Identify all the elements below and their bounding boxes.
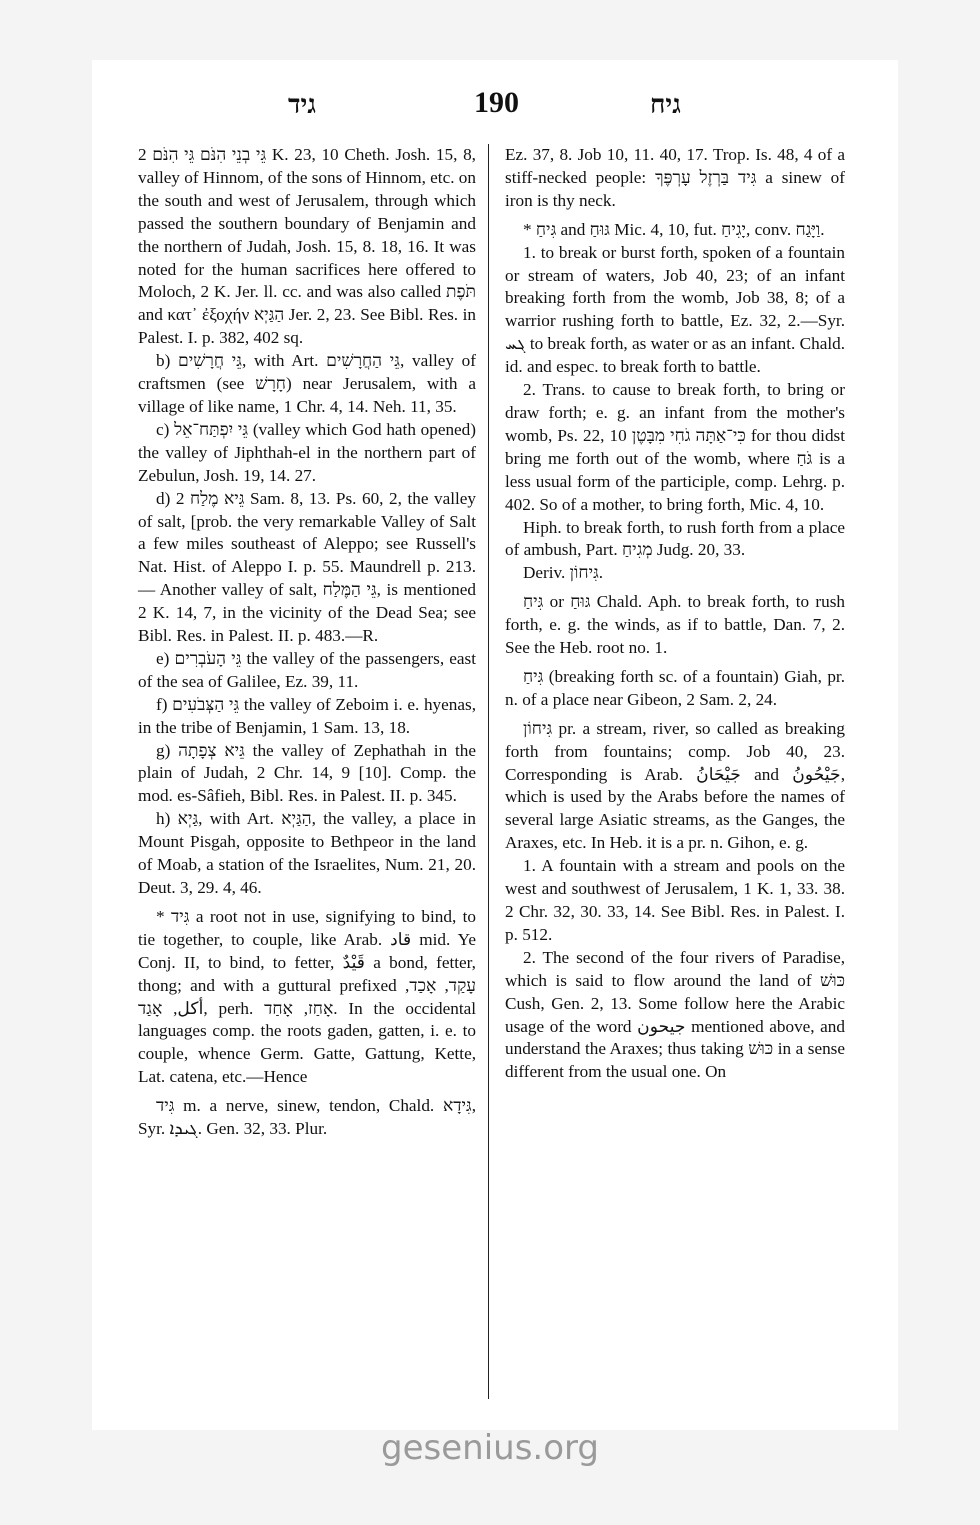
entry-paragraph: גִּיחַ or גּוּחַ Chald. Aph. to break forth, to rush forth, e. g. the winds, as if to battle, Dan. 7, 2. See the Heb. root no. 1. <box>505 592 845 658</box>
page-number: 190 <box>474 86 519 119</box>
entry-paragraph: Ez. 37, 8. Job 10, 11. 40, 17. Trop. Is. 48, 4 of a stiff-necked people: גִּיד בַּרְזֶל עָרְפֶּךָ a sinew of iron is thy neck. <box>505 145 845 210</box>
entry-paragraph: Hiph. to break forth, to rush forth from a place of ambush, Part. מְגִיחַ Judg. 20, 33. <box>505 517 845 560</box>
entry-paragraph: h) גַּיְא, with Art. הַגַּיְא, the valley, a place in Mount Pisgah, opposite to Bethpeor in the land of Moab, a station of the Israelites, Num. 21, 20. Deut. 3, 29. 4, 46. <box>138 809 476 897</box>
entry-paragraph: g) גֵּיא צְפָתָה the valley of Zephathah in the plain of Judah, 2 Chr. 14, 9 [10]. Comp. the mod. es-Sâfieh, Bibl. Res. in Palest. II. p. 345. <box>138 740 476 806</box>
site-watermark: gesenius.org <box>381 1428 599 1468</box>
dictionary-page <box>92 60 898 1430</box>
left-column <box>138 144 476 1141</box>
right-column <box>505 144 845 1084</box>
entry-paragraph: c) גֵּי יִפְתַּח־אֵל (valley which God hath opened) the valley of Jiphthah-el in the northern part of Zebulun, Josh. 19, 14. 27. <box>138 419 476 485</box>
entry-paragraph: 2. The second of the four rivers of Paradise, which is said to flow around the land of כּוּשׁ Cush, Gen. 2, 13. Some follow here the Arabic usage of the word جيحون mentioned above, and understand the Araxes; thus taking כּוּשׁ in a sense different from the usual one. On <box>505 947 845 1082</box>
entry-paragraph: 2. Trans. to cause to break forth, to bring or draw forth; e. g. an infant from the mother's womb, Ps. 22, 10 כִּי־אַתָּה גֹחִי מִבָּטֶן for thou didst bring me forth out of the womb, where גֹּחַ is a less usual form of the participle, comp. Lehrg. p. 402. So of a mother, to bring forth, Mic. 4, 10. <box>505 380 846 514</box>
entry-paragraph: 1. A fountain with a stream and pools on the west and southwest of Jerusalem, 1 K. 1, 33. 38. 2 Chr. 32, 30. 33, 14. See Bibl. Res. in Palest. I. p. 512. <box>505 856 845 944</box>
entry-paragraph: * גִּיחַ and גּוּחַ Mic. 4, 10, fut. יָגִיחַ, conv. וַיָּגַח. <box>523 219 825 239</box>
entry-paragraph: f) גֵּי הַצְּבֹעִים the valley of Zeboim i. e. hyenas, in the tribe of Benjamin, 1 Sam. 13, 18. <box>138 694 476 737</box>
entry-paragraph: * גִּיד a root not in use, signifying to bind, to tie together, to couple, like Arab. قاد mid. Ye Conj. II, to bind, to fetter, قَيْدٌ a bond, fetter, thong; and with a guttural prefixed עָקַד, אָכַד, أكل, אָגַד, perh. אָחַז, אָחַד. In the occidental languages comp. the roots gaden, gatten, i. e. to couple, whence Germ. Gatte, Gattung, Kette, Lat. catena, etc.—Hence <box>138 906 477 1087</box>
entry-paragraph: b) גֵּי חֲרָשִׁים, with Art. גֵּי הַחֲרָשִׁים, valley of craftsmen (see חָרָשׁ) near Jerusalem, with a village of like name, 1 Chr. 4, 14. Neh. 11, 35. <box>138 351 476 416</box>
entry-paragraph: גִּיחוֹן pr. a stream, river, so called as breaking forth from fountains; comp. Job 40, 23. Corresponding is Arab. جَيْحَانُ and جَيْحُونُ, which is used by the Arabs before the names of several large Asiatic streams, as the Ganges, the Araxes, etc. In Heb. it is a pr. n. Gihon, e. g. <box>505 718 845 853</box>
entry-paragraph: Deriv. גִּיחוֹן. <box>523 563 604 583</box>
header-right-headword: גיח <box>650 90 681 119</box>
entry-paragraph: גִּיד m. a nerve, sinew, tendon, Chald. גִּידָא, Syr. ܓܝܕܐ. Gen. 32, 33. Plur. <box>138 1096 476 1139</box>
entry-paragraph: d) גֵּיא מֶלַח 2 Sam. 8, 13. Ps. 60, 2, the valley of salt, [prob. the very remarkable Valley of Salt a few miles southeast of Aleppo; see Russell's Nat. Hist. of Aleppo I. p. 55. Maundrell p. 213.— Another valley of salt, גֵּי הַמֶּלַח, is mentioned 2 K. 14, 7, in the vicinity of the Dead Sea; see Bibl. Res. in Palest. II. p. 483.—R. <box>138 488 476 646</box>
entry-paragraph: גִּיחַ (breaking forth sc. of a fountain) Giah, pr. n. of a place near Gibeon, 2 Sam. 2, 24. <box>505 666 845 709</box>
entry-paragraph: גֵּי בְנֵי הִנֹּם גֵּי הִנֹּם 2 K. 23, 10 Cheth. Josh. 15, 8, valley of Hinnom, of the sons of Hinnom, etc. on the south and west of Jerusalem, through which passed the southern boundary of Benjamin and the northern of Judah, Josh. 15, 8. 18, 16. It was noted for the human sacrifices here offered to Moloch, 2 K. Jer. ll. cc. and was also called תֹּפֶת and κατ᾽ ἐξοχήν הַגַּיְא Jer. 2, 23. See Bibl. Res. in Palest. I. p. 382, 402 sq. <box>138 145 477 348</box>
page-header <box>92 82 898 126</box>
header-left-headword: גיד <box>288 90 316 119</box>
column-divider <box>488 144 489 1399</box>
entry-paragraph: 1. to break or burst forth, spoken of a fountain or stream of waters, Job 40, 23; of an infant breaking forth from the womb, Job 38, 8; of a warrior rushing forth to battle, Ez. 32, 2.—Syr. ܓܚ to break forth, as water or as an infant. Chald. id. and espec. to break forth to battle. <box>505 242 845 377</box>
entry-paragraph: e) גֵּי הָעֹבְרִים the valley of the passengers, east of the sea of Galilee, Ez. 39, 11. <box>138 648 476 691</box>
